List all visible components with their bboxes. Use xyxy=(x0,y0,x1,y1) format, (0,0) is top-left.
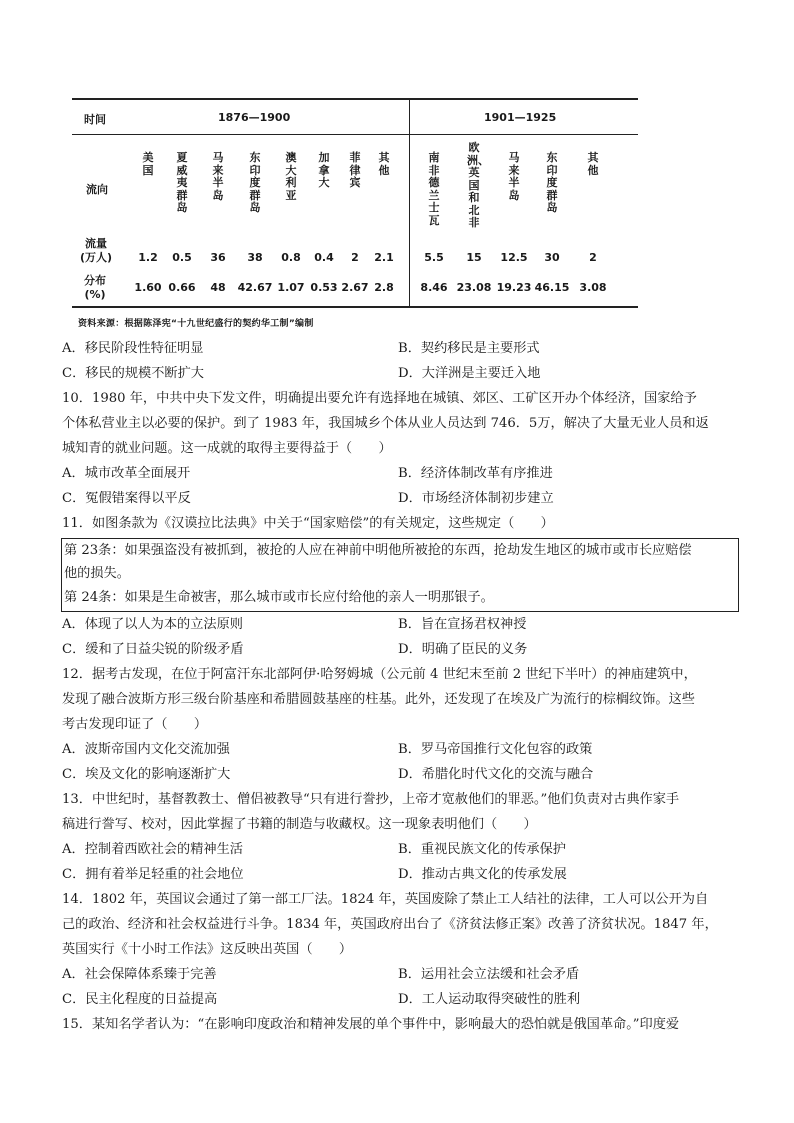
q14-stem-line: 14．1802 年，英国议会通过了第一部工厂法。1824 年，英国废除了禁止工人结社的法律，工人可以公开为自 xyxy=(62,892,709,907)
q10-stem-line: 城知青的就业问题。这一成就的取得主要得益于（ ） xyxy=(62,441,392,456)
dest-header: 夏威夷群岛 xyxy=(176,151,188,214)
q11-stem: 11．如图条款为《汉谟拉比法典》中关于“国家赔偿”的有关规定，这些规定（ ） xyxy=(62,516,554,531)
period-1876-1900: 1876—1900 xyxy=(218,111,291,124)
q13-option-a: A．控制着西欧社会的精神生活 xyxy=(62,842,243,857)
dest-header: 其他 xyxy=(378,151,390,177)
q14-option-b: B．运用社会立法缓和社会矛盾 xyxy=(398,967,580,982)
volume-cell: 0.4 xyxy=(314,251,334,264)
q11-box-line: 他的损失。 xyxy=(64,566,130,581)
q12-stem-line: 12．据考古发现，在位于阿富汗东北部阿伊·哈努姆城（公元前 4 世纪末至前 2 世纪下半叶）的神庙建筑中， xyxy=(62,667,697,682)
q11-law-excerpt-box xyxy=(61,538,739,612)
volume-cell: 2.1 xyxy=(374,251,394,264)
period-1901-1925: 1901—1925 xyxy=(484,111,557,124)
q10-option-a: A．城市改革全面展开 xyxy=(62,466,191,481)
share-cell: 2.8 xyxy=(374,281,394,294)
row-label-time: 时间 xyxy=(84,113,106,126)
q9-option-b: B．契约移民是主要形式 xyxy=(398,341,540,356)
q11-option-d: D．明确了臣民的义务 xyxy=(398,642,528,657)
dest-header: 欧洲、英国和北非 xyxy=(467,141,489,229)
share-cell: 1.07 xyxy=(277,281,305,294)
q14-option-c: C．民主化程度的日益提高 xyxy=(62,992,218,1007)
table-source-note: 资料来源：根据陈泽宪“十九世纪盛行的契约华工制”编制 xyxy=(78,319,314,329)
dest-header: 美国 xyxy=(142,151,154,177)
q13-option-c: C．拥有着举足轻重的社会地位 xyxy=(62,867,244,882)
share-cell: 1.60 xyxy=(134,281,162,294)
volume-cell: 2 xyxy=(589,251,597,264)
row-label-flow: 流向 xyxy=(86,183,108,196)
share-cell: 0.53 xyxy=(310,281,338,294)
q12-stem-line: 发现了融合波斯方形三级台阶基座和希腊圆鼓基座的柱基。此外，还发现了在埃及广为流行的棕榈纹饰。这些 xyxy=(62,692,695,707)
volume-cell: 0.5 xyxy=(172,251,192,264)
share-cell: 2.67 xyxy=(341,281,369,294)
q11-option-c: C．缓和了日益尖锐的阶级矛盾 xyxy=(62,642,244,657)
q10-option-b: B．经济体制改革有序推进 xyxy=(398,466,553,481)
q11-option-b: B．旨在宣扬君权神授 xyxy=(398,617,527,632)
q13-stem-line: 稿进行誊写、校对，因此掌握了书籍的制造与收藏权。这一现象表明他们（ ） xyxy=(62,817,537,832)
dest-header: 菲律宾 xyxy=(349,151,361,189)
volume-cell: 36 xyxy=(210,251,226,264)
dest-header: 澳大利亚 xyxy=(285,151,297,202)
volume-cell: 5.5 xyxy=(424,251,444,264)
q10-stem-line: 10．1980 年，中共中央下发文件，明确提出要允许有选择地在城镇、郊区、工矿区开办个体经济，国家给予 xyxy=(62,391,697,406)
q12-option-b: B．罗马帝国推行文化包容的政策 xyxy=(398,742,593,757)
migration-table xyxy=(72,98,638,308)
q12-option-c: C．埃及文化的影响逐渐扩大 xyxy=(62,767,231,782)
row-label-volume: 流量 (万人) xyxy=(80,237,113,264)
q10-option-c: C．冤假错案得以平反 xyxy=(62,491,191,506)
q12-option-a: A．波斯帝国内文化交流加强 xyxy=(62,742,230,757)
dest-header: 加拿大 xyxy=(318,151,330,189)
volume-cell: 38 xyxy=(247,251,263,264)
q12-option-d: D．希腊化时代文化的交流与融合 xyxy=(398,767,594,782)
q12-stem-line: 考古发现印证了（ ） xyxy=(62,717,208,732)
volume-cell: 15 xyxy=(466,251,482,264)
share-cell: 42.67 xyxy=(237,281,273,294)
q14-option-d: D．工人运动取得突破性的胜利 xyxy=(398,992,581,1007)
q14-option-a: A．社会保障体系臻于完善 xyxy=(62,967,217,982)
volume-cell: 30 xyxy=(544,251,560,264)
volume-cell: 2 xyxy=(351,251,359,264)
row-label-share: 分布 (%) xyxy=(84,274,106,301)
dest-header: 其他 xyxy=(587,151,599,177)
q11-box-line: 第 23条：如果强盗没有被抓到，被抢的人应在神前中明他所被抢的东西，抢劫发生地区的城市或市长应赔偿 xyxy=(64,543,692,558)
q14-stem-line: 英国实行《十小时工作法》这反映出英国（ ） xyxy=(62,942,353,957)
table-period-divider xyxy=(409,100,410,306)
share-cell: 0.66 xyxy=(168,281,196,294)
share-cell: 48 xyxy=(210,281,226,294)
volume-cell: 0.8 xyxy=(281,251,301,264)
dest-header: 马来半岛 xyxy=(212,151,224,202)
volume-cell: 12.5 xyxy=(500,251,528,264)
share-cell: 23.08 xyxy=(456,281,492,294)
q11-box-line: 第 24条：如果是生命被害，那么城市或市长应付给他的亲人一明那银子。 xyxy=(64,590,494,605)
q15-stem-line: 15．某知名学者认为：“在影响印度政治和精神发展的单个事件中，影响最大的恐怕就是俄国革命。”印度爱 xyxy=(62,1017,680,1032)
q10-option-d: D．市场经济体制初步建立 xyxy=(398,491,554,506)
q11-option-a: A．体现了以人为本的立法原则 xyxy=(62,617,243,632)
q9-option-d: D．大洋洲是主要迁入地 xyxy=(398,366,541,381)
q14-stem-line: 己的政治、经济和社会权益进行斗争。1834 年，英国政府出台了《济贫法修正案》改善了济贫状况。1847 年， xyxy=(62,917,718,932)
share-cell: 19.23 xyxy=(496,281,532,294)
q13-option-d: D．推动古典文化的传承发展 xyxy=(398,867,567,882)
share-cell: 3.08 xyxy=(579,281,607,294)
q10-stem-line: 个体私营业主以必要的保护。到了 1983 年，我国城乡个体从业人员达到 746．5万，解决了大量无业人员和返 xyxy=(62,416,709,431)
q13-stem-line: 13．中世纪时，基督教教士、僧侣被教导“只有进行誊抄，上帝才宽赦他们的罪恶。”他们负责对古典作家手 xyxy=(62,792,680,807)
share-cell: 46.15 xyxy=(534,281,570,294)
q9-option-c: C．移民的规模不断扩大 xyxy=(62,366,204,381)
dest-header: 东印度群岛 xyxy=(546,151,558,214)
q9-option-a: A．移民阶段性特征明显 xyxy=(62,341,204,356)
table-header-rule xyxy=(72,134,638,135)
dest-header: 南非德兰士瓦 xyxy=(428,151,440,227)
share-cell: 8.46 xyxy=(420,281,448,294)
q13-option-b: B．重视民族文化的传承保护 xyxy=(398,842,566,857)
dest-header: 马来半岛 xyxy=(508,151,520,202)
dest-header: 东印度群岛 xyxy=(249,151,261,214)
volume-cell: 1.2 xyxy=(138,251,158,264)
